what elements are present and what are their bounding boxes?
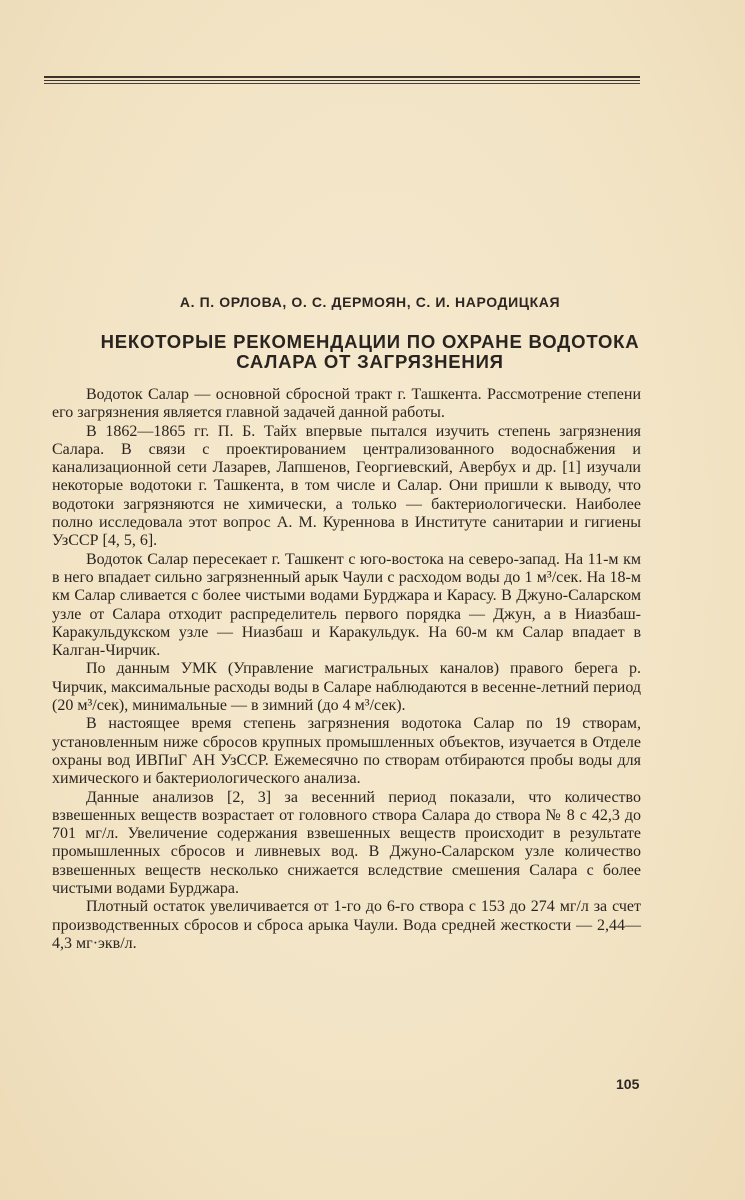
header-rule-thin [44,80,640,81]
article-body [52,386,641,953]
article-title [44,332,696,372]
header-rule [44,76,640,78]
body-paragraph: В настоящее время степень загрязнения водотока Салар по 19 створам, установленным ниже сбросов крупных промышленных объектов, изучается в Отделе охраны вод ИВПиГ АН УзССР. Ежемесячно по створам отбираются пробы воды для химического и бактериологического анализа. [52,715,641,788]
header-rule-bottom [44,83,640,84]
article-title-line-2: САЛАРА ОТ ЗАГРЯЗНЕНИЯ [236,351,504,372]
body-paragraph: Плотный остаток увеличивается от 1-го до 6-го створа с 153 до 274 мг/л за счет производственных сбросов и сброса арыка Чаули. Вода средней жесткости — 2,44—4,3 мг·экв/л. [52,898,641,952]
body-paragraph: В 1862—1865 гг. П. Б. Тайх впервые пытался изучить степень загрязнения Салара. В связи с проектированием централизованного водоснабжения и канализационной сети Лазарев, Лапшенов, Георгиевский, Авербух и др. [1] изучали некоторые водотоки г. Ташкента, в том числе и Салар. Они пришли к выводу, что водотоки загрязняются не химически, а только — бактериологически. Наиболее полно исследовала этот вопрос А. М. Куреннова в Институте санитарии и гигиены УзССР [4, 5, 6]. [52,422,641,550]
article-authors: А. П. ОРЛОВА, О. С. ДЕРМОЯН, С. И. НАРОДИЦКАЯ [179,294,561,310]
body-paragraph: Данные анализов [2, 3] за весенний период показали, что количество взвешенных веществ возрастает от головного створа Салара до створа № 8 с 42,3 до 701 мг/л. Увеличение содержания взвешенных веществ происходит в результате промышленных сбросов и ливневых вод. В Джуно-Саларском узле количество взвешенных веществ несколько снижается вследствие смешения Салара с более чистыми водами Бурджара. [52,788,641,898]
article-title-line-1: НЕКОТОРЫЕ РЕКОМЕНДАЦИИ ПО ОХРАНЕ ВОДОТОКА [100,331,640,352]
body-paragraph: По данным УМК (Управление магистральных каналов) правого берега р. Чирчик, максимальные расходы воды в Саларе наблюдаются в весенне-летний период (20 м³/сек), минимальные — в зимний (до 4 м³/сек). [52,660,641,715]
body-paragraph: Водоток Салар — основной сбросной тракт г. Ташкента. Рассмотрение степени его загрязнения является главной задачей данной работы. [52,386,641,422]
body-paragraph: Водоток Салар пересекает г. Ташкент с юго-востока на северо-запад. На 11-м км в него впадает сильно загрязненный арык Чаули с расходом воды до 1 м³/сек. На 18-м км Салар сливается с более чистыми водами Бурджара и Карасу. В Джуно-Саларском узле от Салара отходит распределитель первого порядка — Джун, а в Ниазбаш-Каракульдукском узле — Ниазбаш и Каракульдук. На 60-м км Салар впадает в Калган-Чирчик. [52,550,641,660]
page-number: 105 [616,1076,640,1092]
